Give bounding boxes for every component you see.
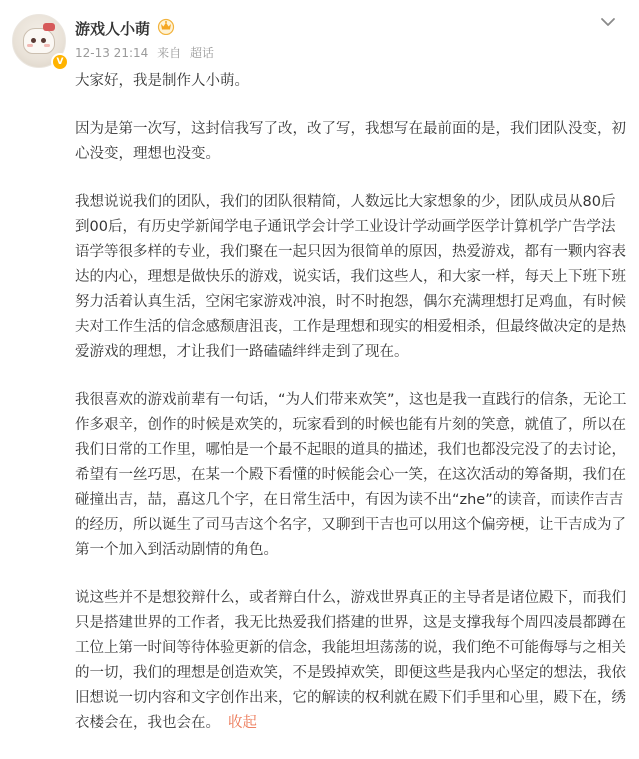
post-source-prefix: 来自 — [157, 46, 182, 60]
avatar-bow — [43, 23, 55, 31]
post-paragraph-3: 我想说说我们的团队，我们的团队很精简，人数远比大家想象的少，团队成员从80后到00后，有历史学新闻学电子通讯学会计学工业设计学动画学医学计算机学广告学法语学等很多样的专业，我们聚在一起只因为很简单的原因，热爱游戏，都有一颗内容表达的内心，理想是做快乐的游戏，说实话，我们这些人，和大家一样，每天上下班下班努力活着认真生活，空闲宅家游戏冲浪，时不时抱怨，偶尔充满理想打足鸡血，有时候夫对工作生活的信念感颓唐沮丧，工作是理想和现实的相爱相杀，但最终做决定的是热爱游戏的理想，才让我们一路磕磕绊绊走到了现在。 — [75, 194, 626, 360]
collapse-button[interactable]: 收起 — [228, 715, 257, 731]
crown-icon — [156, 17, 176, 35]
post-paragraph-5 — [75, 586, 627, 736]
post-paragraph-5-text: 说这些并不是想狡辩什么，或者辩白什么，游戏世界真正的主导者是诸位殿下，而我们只是搭建世界的工作者，我无比热爱我们搭建的世界，这是支撑我每个周四凌晨都蹲在工位上第一时间等待体验更新的信念，我能坦坦荡荡的说，我们绝不可能侮辱与之相关的一切，我们的理想是创造欢笑，不是毁掉欢笑，即便这些是我内心坚定的想法，我依旧想说一切内容和文字创作出来，它的解读的权利就在殿下们手里和心里，殿下在，绣衣楼会在，我也会在。 — [75, 590, 626, 731]
post-time[interactable]: 12-13 21:14 — [75, 46, 149, 60]
post-source[interactable]: 超话 — [189, 46, 214, 60]
avatar-eye-right — [41, 38, 46, 43]
avatar-eye-left — [31, 38, 36, 43]
post-content — [75, 69, 627, 759]
post-paragraph-1: 大家好，我是制作人小萌。 — [75, 73, 249, 89]
more-options-chevron-icon[interactable] — [598, 12, 618, 32]
post-paragraph-2: 因为是第一次写，这封信我写了改，改了写，我想写在最前面的是，我们团队没变，初心没变，理想也没变。 — [75, 121, 626, 162]
username[interactable]: 游戏人小萌 — [75, 20, 151, 38]
post-paragraph-4: 我很喜欢的游戏前辈有一句话，“为人们带来欢笑”，这也是我一直践行的信条，无论工作多艰辛，创作的时候是欢笑的，玩家看到的时候也能有片刻的笑意，就值了，所以在我们日常的工作里，哪怕是一个最不起眼的道具的描述，我们也都没完没了的去讨论，希望有一丝巧思，在某一个殿下看懂的时候能会心一笑，在这次活动的筹备期，我们在碰撞出吉，喆，嚞这几个字，在日常生活中，有因为读不出“zhe”的读音，而读作吉吉的经历，所以诞生了司马吉这个名字，又聊到干吉也可以用这个偏旁梗，让干吉成为了第一个加入到活动剧情的角色。 — [75, 392, 627, 558]
avatar-face — [23, 28, 55, 54]
avatar-blush-left — [27, 44, 33, 47]
verified-badge: V — [51, 53, 69, 71]
avatar-blush-right — [44, 44, 50, 47]
post-meta — [75, 44, 219, 61]
